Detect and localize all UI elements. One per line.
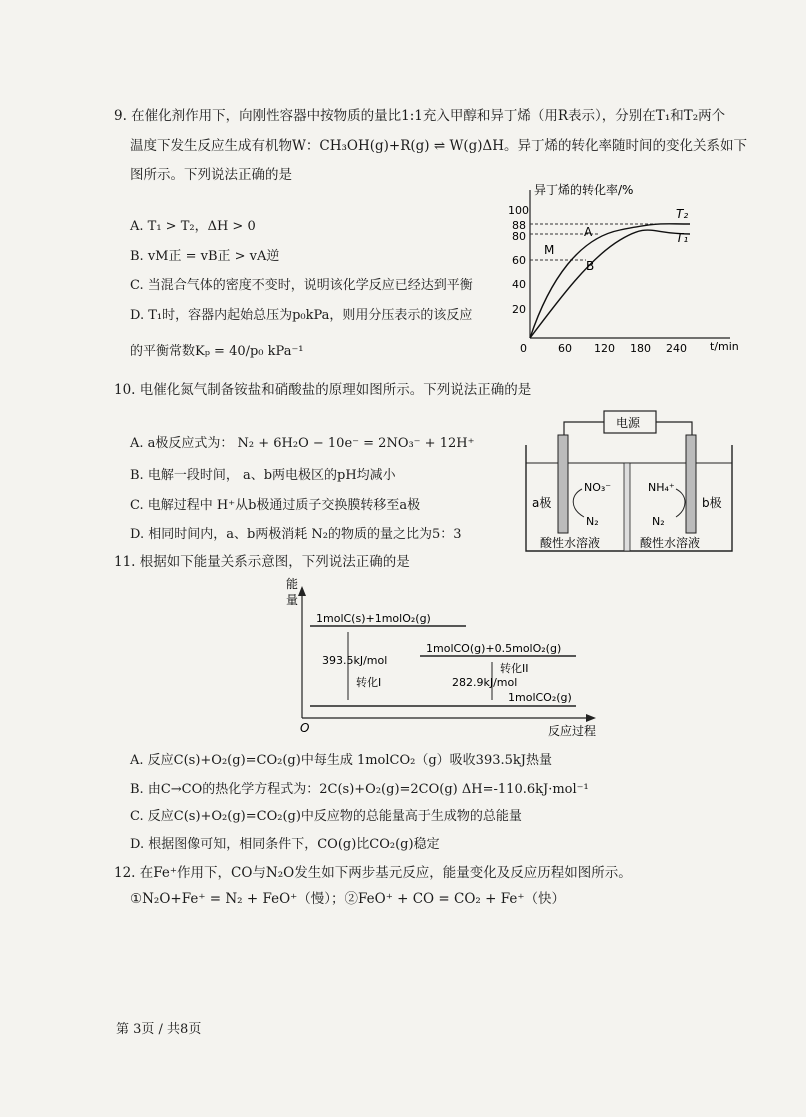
q10-option-a: A. a极反应式为： N₂ + 6H₂O − 10e⁻ = 2NO₃⁻ + 12H⁺ [130,436,475,451]
energy-axis-label-2: 量 [286,593,299,607]
curve-t2 [530,224,690,338]
q9-option-d: D. T₁时，容器内起始总压为p₀kPa，则用分压表示的该反应 [130,308,473,323]
y-arrowhead [298,586,306,596]
point-b: B [586,259,595,273]
label-t1: T₁ [676,231,689,245]
ytick-88: 88 [512,219,526,232]
xtick-180: 180 [630,342,651,355]
chart-ylabel: 异丁烯的转化率/% [534,183,634,197]
right-solution: 酸性水溶液 [640,536,701,550]
membrane [624,463,630,551]
level-3-label: 1molCO₂(g) [508,691,572,704]
left-product: NO₃⁻ [584,481,612,494]
xtick-120: 120 [594,342,615,355]
e2-label: 282.9kJ/mol [452,676,518,689]
right-product: NH₄⁺ [648,481,675,494]
q9-line1: 9. 在催化剂作用下，向刚性容器中按物质的量比1:1充入甲醇和异丁烯（用R表示），分别在T₁和T₂两个 [114,108,726,124]
electrode-b [686,435,696,533]
q9-option-a: A. T₁ > T₂，ΔH > 0 [130,219,256,234]
power-label: 电源 [616,416,641,430]
conversion-chart [500,178,750,356]
q9-option-d-cont: 的平衡常数Kₚ = 40/p₀ kPa⁻¹ [130,344,304,359]
x-arrowhead [586,714,596,722]
xtick-60: 60 [558,342,572,355]
chart-xlabel: t/min [710,340,739,353]
electrode-a [558,435,568,533]
left-arrow [573,489,584,517]
electrolysis-diagram [520,405,740,555]
energy-axis-label-1: 能 [286,577,299,591]
level-1-label: 1molC(s)+1molO₂(g) [316,612,431,625]
e1-label: 393.5kJ/mol [322,654,388,667]
conv2-label: 转化II [500,662,529,675]
xtick-240: 240 [666,342,687,355]
q10-option-b: B. 电解一段时间， a、b两电极区的pH均减小 [130,468,396,483]
q11-option-a: A. 反应C(s)+O₂(g)=CO₂(g)中每生成 1molCO₂（g）吸收393.5kJ热量 [130,753,552,768]
page-footer: 第 3页 / 共8页 [116,1022,202,1037]
level-2-label: 1molCO(g)+0.5molO₂(g) [426,642,562,655]
wire-left [564,422,604,443]
xtick-0: 0 [520,342,527,355]
x-axis-label: 反应过程 [548,724,597,738]
q9-line2: 温度下发生反应生成有机物W：CH₃OH(g)+R(g) ⇌ W(g)ΔH。异丁烯的转化率随时间的变化关系如下 [130,138,748,154]
q11-line1: 11. 根据如下能量关系示意图，下列说法正确的是 [114,554,410,570]
q11-option-c: C. 反应C(s)+O₂(g)=CO₂(g)中反应物的总能量高于生成物的总能量 [130,809,522,824]
label-t2: T₂ [676,207,689,221]
q11-option-d: D. 根据图像可知，相同条件下，CO(g)比CO₂(g)稳定 [130,837,440,852]
ytick-20: 20 [512,303,526,316]
q10-option-c: C. 电解过程中 H⁺从b极通过质子交换膜转移至a极 [130,498,421,513]
left-solution: 酸性水溶液 [540,536,601,550]
a-label: a极 [532,496,552,510]
q12-line1: 12. 在Fe⁺作用下，CO与N₂O发生如下两步基元反应，能量变化及反应历程如图所示。 [114,865,632,881]
q9-option-b: B. vM正 = vB正 > vA逆 [130,249,280,264]
right-reactant: N₂ [652,515,665,528]
q9-option-c: C. 当混合气体的密度不变时，说明该化学反应已经达到平衡 [130,278,473,293]
ytick-100: 100 [508,204,529,217]
ytick-40: 40 [512,278,526,291]
left-reactant: N₂ [586,515,599,528]
ytick-80: 80 [512,230,526,243]
b-label: b极 [702,496,722,510]
conv1-label: 转化I [356,676,382,689]
q10-option-d: D. 相同时间内，a、b两极消耗 N₂的物质的量之比为5：3 [130,527,462,542]
point-m: M [544,243,555,257]
origin: O [300,721,310,735]
ytick-60: 60 [512,254,526,267]
q12-line2: ①N₂O+Fe⁺ = N₂ + FeO⁺（慢）；②FeO⁺ + CO = CO₂ + Fe⁺（快） [130,891,565,907]
energy-diagram [280,572,610,742]
q10-line1: 10. 电催化氮气制备铵盐和硝酸盐的原理如图所示。下列说法正确的是 [114,382,532,398]
right-arrow [676,489,685,517]
point-a: A [584,225,593,239]
q11-option-b: B. 由C→CO的热化学方程式为：2C(s)+O₂(g)=2CO(g) ΔH=-110.6kJ·mol⁻¹ [130,782,589,797]
q9-line3: 图所示。下列说法正确的是 [130,167,292,183]
